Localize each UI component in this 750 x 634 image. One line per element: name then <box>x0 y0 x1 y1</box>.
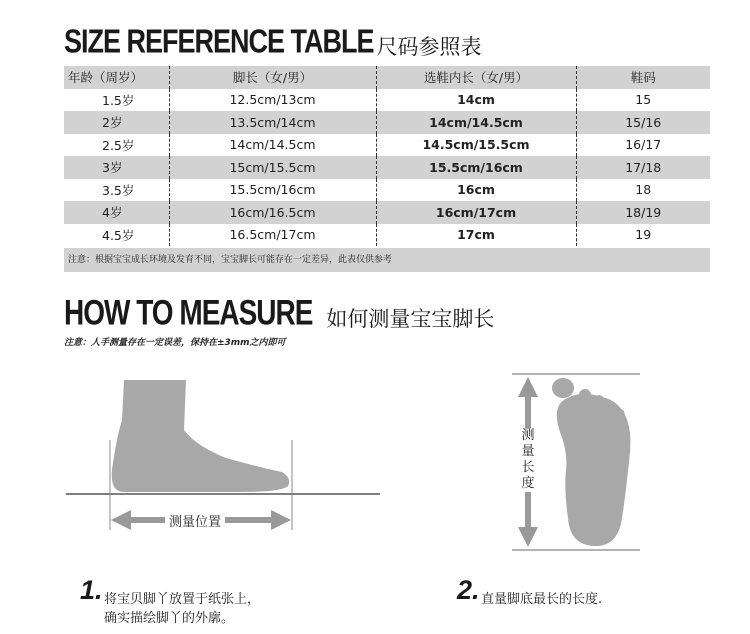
header-insole-length: 选鞋内长（女/男） <box>376 66 576 89</box>
step-1-line-1: 将宝贝脚丫放置于纸张上， <box>104 592 261 607</box>
cell-age: 3岁 <box>102 160 123 176</box>
header-age: 年龄（周岁） <box>68 70 144 86</box>
cell-shoe-size: 18 <box>576 179 710 202</box>
cell-insole-length: 14cm <box>376 89 576 112</box>
title-english: SIZE REFERENCE TABLE <box>64 22 374 60</box>
cell-age: 3.5岁 <box>102 182 135 198</box>
step-2-number: 2. <box>457 575 480 605</box>
cell-age: 2.5岁 <box>102 137 135 153</box>
step-2-text: 直量脚底最长的长度. <box>481 592 603 607</box>
cell-age: 4岁 <box>102 205 123 221</box>
cell-insole-length: 14cm/14.5cm <box>376 111 576 134</box>
cell-shoe-size: 15/16 <box>576 111 710 134</box>
step-1-number: 1. <box>80 575 103 605</box>
cell-foot-length: 12.5cm/13cm <box>169 89 376 112</box>
title-chinese: 如何测量宝宝脚长 <box>326 307 495 331</box>
cell-foot-length: 15.5cm/16cm <box>169 179 376 202</box>
cell-insole-length: 14.5cm/15.5cm <box>376 134 576 157</box>
title-chinese: 尺码参照表 <box>376 35 482 59</box>
cell-age: 2岁 <box>102 115 123 131</box>
cell-age: 4.5岁 <box>102 227 135 243</box>
header-foot-length: 脚长（女/男） <box>169 66 376 89</box>
measure-note: 注意：人手测量存在一定误差，保持在±3mm之内即可 <box>64 338 286 348</box>
cell-foot-length: 16.5cm/17cm <box>169 224 376 247</box>
cell-insole-length: 16cm <box>376 179 576 202</box>
cell-insole-length: 15.5cm/16cm <box>376 156 576 179</box>
sole-foot-icon <box>552 378 630 546</box>
side-foot-icon <box>112 380 289 492</box>
step-1-line-2: 确实描绘脚丫的外廓。 <box>104 611 235 626</box>
cell-shoe-size: 16/17 <box>576 134 710 157</box>
cell-foot-length: 14cm/14.5cm <box>169 134 376 157</box>
title-english: HOW TO MEASURE <box>64 293 313 332</box>
cell-foot-length: 13.5cm/14cm <box>169 111 376 134</box>
measure-length-label: 测 量 长 度 <box>519 428 537 492</box>
cell-foot-length: 15cm/15.5cm <box>169 156 376 179</box>
cell-shoe-size: 17/18 <box>576 156 710 179</box>
cell-shoe-size: 19 <box>576 224 710 247</box>
header-shoe-size: 鞋码 <box>576 66 710 89</box>
cell-insole-length: 16cm/17cm <box>376 201 576 224</box>
cell-foot-length: 16cm/16.5cm <box>169 201 376 224</box>
cell-shoe-size: 15 <box>576 89 710 112</box>
cell-age: 1.5岁 <box>102 92 135 108</box>
cell-shoe-size: 18/19 <box>576 201 710 224</box>
measure-position-label: 测量位置 <box>165 511 225 530</box>
table-note: 注意：根据宝宝成长环境及发育不同，宝宝脚长可能存在一定差异，此表仅供参考 <box>64 248 710 272</box>
cell-insole-length: 17cm <box>376 224 576 247</box>
